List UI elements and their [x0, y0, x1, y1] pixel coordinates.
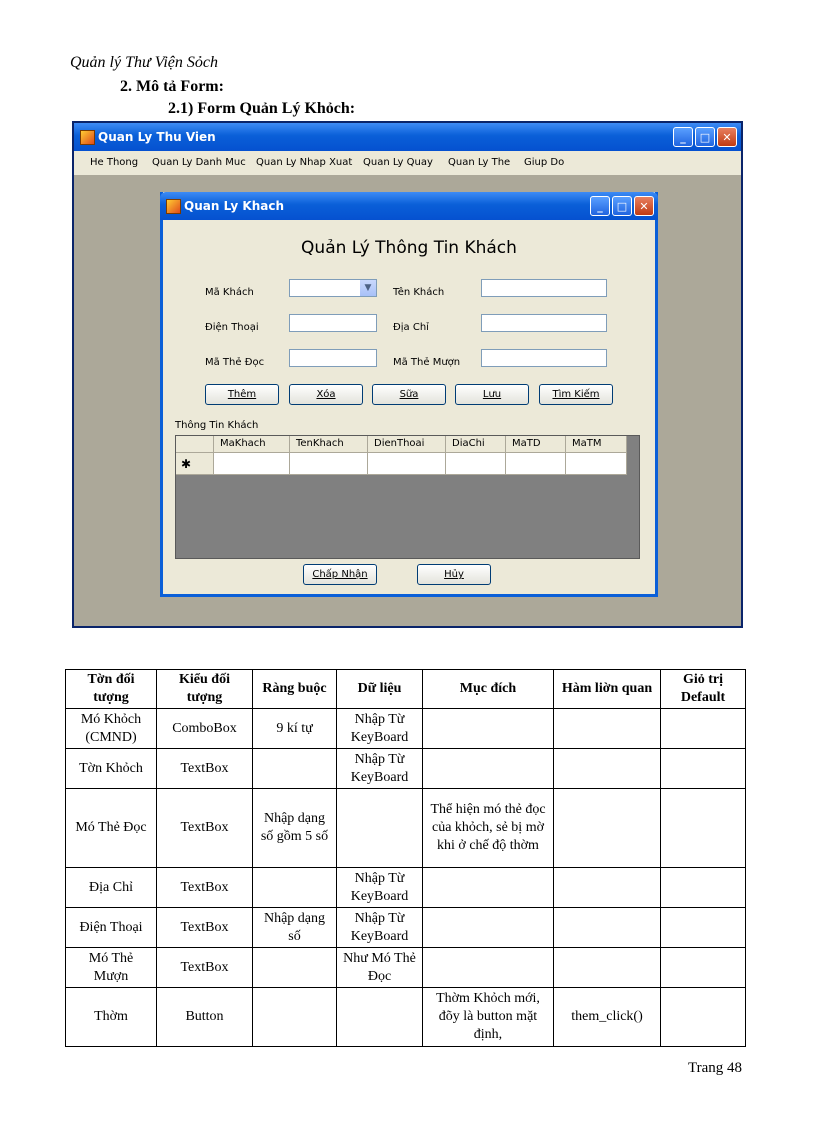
table-row [66, 948, 746, 988]
table-cell: Thể hiện mó thẻ đọc của khỏch, sẻ bị mờ khi ở chế độ thờm [423, 789, 554, 868]
table-cell: Nhập Từ KeyBoard [337, 709, 423, 749]
table-cell: Địa Chỉ [66, 868, 157, 908]
col-header: Kiểu đối tượng [157, 670, 253, 709]
child-minimize-icon[interactable]: _ [590, 196, 610, 216]
child-close-icon[interactable]: ✕ [634, 196, 654, 216]
grid-corner [176, 436, 214, 453]
ma-the-muon-input[interactable] [481, 349, 607, 367]
grid-header [176, 436, 627, 453]
grid-cell[interactable] [446, 453, 506, 475]
label-dien-thoai: Điện Thoại [205, 322, 259, 333]
table-cell [661, 749, 746, 789]
document-header: Quản lý Thư Viện Sỏch [70, 54, 218, 71]
table-cell [423, 709, 554, 749]
grid-col-tenkhach[interactable]: TenKhach [290, 436, 368, 453]
table-cell: TextBox [157, 908, 253, 948]
app-icon [80, 130, 95, 145]
table-cell [554, 749, 661, 789]
table-cell [337, 789, 423, 868]
table-cell: Nhập Từ KeyBoard [337, 908, 423, 948]
table-row [66, 908, 746, 948]
child-maximize-icon[interactable]: □ [612, 196, 632, 216]
table-row [66, 789, 746, 868]
new-row-marker-icon: ✱ [176, 453, 214, 475]
table-row [66, 988, 746, 1047]
tim-kiem-button[interactable]: Tìm Kiếm [539, 384, 613, 405]
ma-khach-combobox[interactable] [289, 279, 377, 297]
table-cell: Mó Thẻ Mượn [66, 948, 157, 988]
spec-table [65, 669, 746, 1047]
col-header: Tờn đối tượng [66, 670, 157, 709]
table-cell: TextBox [157, 749, 253, 789]
col-header: Hàm liờn quan [554, 670, 661, 709]
dien-thoai-input[interactable] [289, 314, 377, 332]
ma-the-doc-input[interactable] [289, 349, 377, 367]
col-header: Dữ liệu [337, 670, 423, 709]
main-window-titlebar[interactable] [74, 123, 741, 151]
xoa-button[interactable]: Xóa [289, 384, 363, 405]
table-cell [253, 749, 337, 789]
table-cell [337, 988, 423, 1047]
table-cell [661, 908, 746, 948]
page-number: Trang 48 [687, 1060, 742, 1076]
table-cell: Thờm [66, 988, 157, 1047]
grid-col-matm[interactable]: MaTM [566, 436, 627, 453]
table-cell [554, 709, 661, 749]
form-title: Quản Lý Thông Tin Khách [301, 238, 517, 258]
main-window-title: Quan Ly Thu Vien [98, 130, 216, 144]
grid-cell[interactable] [290, 453, 368, 475]
form-screenshot [72, 121, 743, 628]
table-cell [661, 709, 746, 749]
table-cell: TextBox [157, 868, 253, 908]
subsection-heading: 2.1) Form Quản Lý Khỏch: [168, 100, 356, 117]
group-label: Thông Tin Khách [175, 420, 259, 431]
quan-ly-khach-window [160, 192, 658, 597]
table-cell [423, 868, 554, 908]
table-row [66, 749, 746, 789]
table-cell: Như Mó Thẻ Đọc [337, 948, 423, 988]
label-ma-khach: Mã Khách [205, 287, 254, 298]
chevron-down-icon[interactable]: ▼ [360, 280, 376, 296]
table-cell [253, 948, 337, 988]
table-cell: TextBox [157, 948, 253, 988]
menu-bar [74, 151, 741, 175]
grid-cell[interactable] [506, 453, 566, 475]
grid-cell[interactable] [566, 453, 627, 475]
grid-col-matd[interactable]: MaTD [506, 436, 566, 453]
table-cell: Nhập Từ KeyBoard [337, 868, 423, 908]
menu-quan-ly-danh-muc[interactable]: Quan Ly Danh Muc [152, 157, 246, 168]
col-header: Mục đích [423, 670, 554, 709]
child-app-icon [166, 199, 181, 214]
grid-col-diachi[interactable]: DiaChi [446, 436, 506, 453]
table-cell: Nhập dạng số gồm 5 số [253, 789, 337, 868]
dia-chi-input[interactable] [481, 314, 607, 332]
menu-he-thong[interactable]: He Thong [90, 157, 139, 168]
maximize-icon[interactable]: □ [695, 127, 715, 147]
child-window-titlebar[interactable] [160, 192, 658, 220]
table-cell: Mó Thẻ Đọc [66, 789, 157, 868]
label-ma-the-muon: Mã Thẻ Mượn [393, 357, 461, 368]
minimize-icon[interactable]: _ [673, 127, 693, 147]
ten-khach-input[interactable] [481, 279, 607, 297]
table-cell [661, 988, 746, 1047]
table-cell [253, 868, 337, 908]
table-cell [661, 868, 746, 908]
table-cell: Tờn Khỏch [66, 749, 157, 789]
table-cell: Mó Khỏch (CMND) [66, 709, 157, 749]
khach-datagrid[interactable] [175, 435, 640, 559]
table-cell: Nhập Từ KeyBoard [337, 749, 423, 789]
close-icon[interactable]: ✕ [717, 127, 737, 147]
table-cell: Điện Thoại [66, 908, 157, 948]
child-window-title: Quan Ly Khach [184, 199, 284, 213]
table-cell [423, 908, 554, 948]
grid-cell[interactable] [214, 453, 290, 475]
label-ten-khach: Tên Khách [393, 287, 445, 298]
menu-quan-ly-quay[interactable]: Quan Ly Quay [363, 157, 433, 168]
col-header: Ràng buộc [253, 670, 337, 709]
table-row [66, 868, 746, 908]
table-cell [661, 789, 746, 868]
col-header: Giỏ trị Default [661, 670, 746, 709]
table-cell [554, 868, 661, 908]
menu-giup-do[interactable]: Giup Do [524, 157, 565, 168]
section-heading: 2. Mô tả Form: [120, 78, 224, 95]
table-cell: TextBox [157, 789, 253, 868]
table-cell: ComboBox [157, 709, 253, 749]
them-button[interactable]: Thêm [205, 384, 279, 405]
menu-quan-ly-the[interactable]: Quan Ly The [448, 157, 511, 168]
label-dia-chi: Địa Chỉ [393, 322, 429, 333]
table-row [66, 709, 746, 749]
table-cell: Button [157, 988, 253, 1047]
table-cell: Nhập dạng số [253, 908, 337, 948]
table-cell [423, 749, 554, 789]
sua-button[interactable]: Sữa [372, 384, 446, 405]
grid-new-row[interactable] [176, 453, 627, 475]
grid-col-makhach[interactable]: MaKhach [214, 436, 290, 453]
label-ma-the-doc: Mã Thẻ Đọc [205, 357, 265, 368]
table-cell: them_click() [554, 988, 661, 1047]
chap-nhan-button[interactable]: Chấp Nhận [303, 564, 377, 585]
table-cell: Thờm Khỏch mới, đõy là button mặt định, [423, 988, 554, 1047]
table-cell [554, 908, 661, 948]
grid-col-dienthoai[interactable]: DienThoai [368, 436, 446, 453]
table-cell [661, 948, 746, 988]
table-cell: 9 kí tự [253, 709, 337, 749]
table-cell [554, 948, 661, 988]
grid-cell[interactable] [368, 453, 446, 475]
luu-button[interactable]: Lưu [455, 384, 529, 405]
menu-quan-ly-nhap-xuat[interactable]: Quan Ly Nhap Xuat [256, 157, 353, 168]
table-header-row [66, 670, 746, 709]
huy-button[interactable]: Hủy [417, 564, 491, 585]
table-cell [423, 948, 554, 988]
table-cell [253, 988, 337, 1047]
table-cell [554, 789, 661, 868]
